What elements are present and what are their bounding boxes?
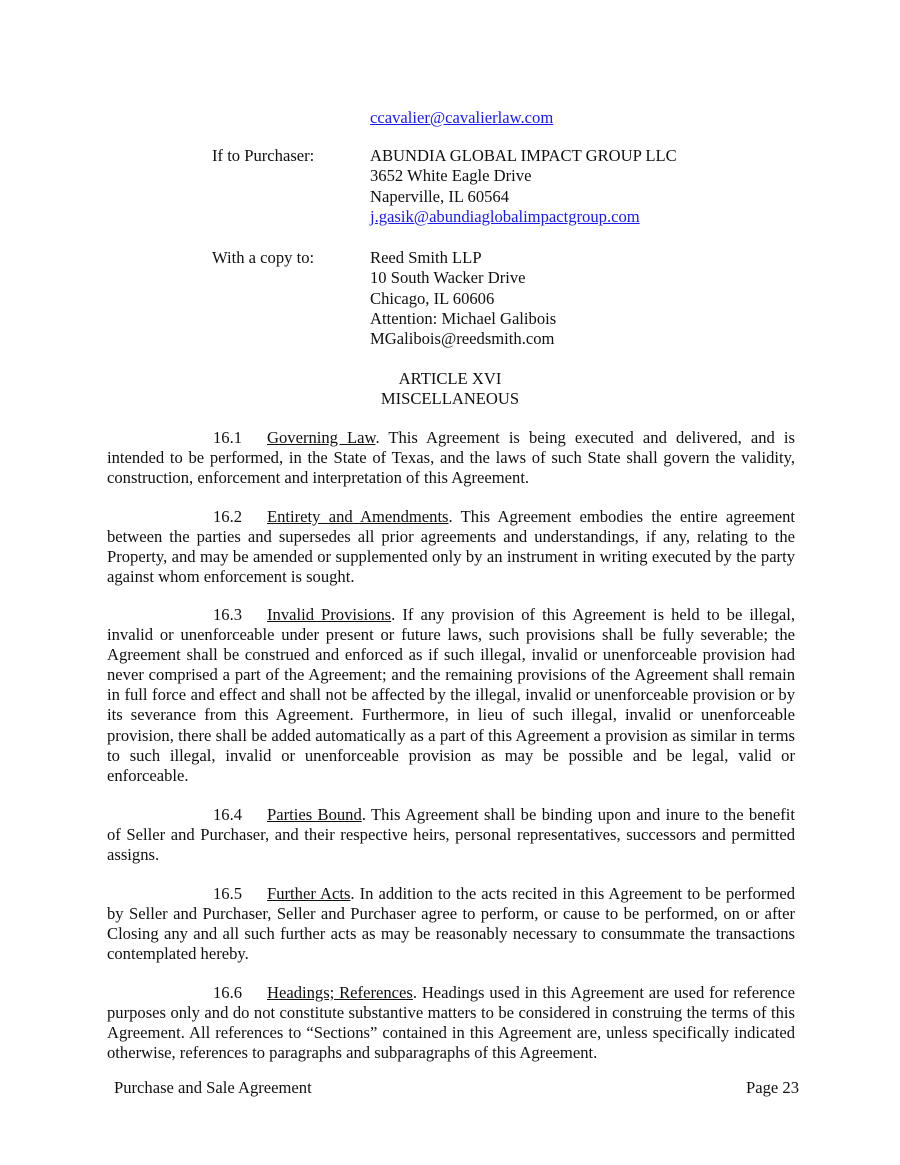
seller-copy-email[interactable] [370, 108, 553, 128]
section-heading: Governing Law [267, 428, 376, 447]
article-heading [0, 369, 900, 410]
section-text: . In addition to the acts recited in this Agreement to be performed by Seller and Purchaser, Seller and Purchaser agree to perform, or cause to be performed, on or after Closing any and all such further acts as may be reasonably necessary to consummate the transactions contemplated hereby. [107, 884, 796, 964]
copy-to-line: Chicago, IL 60606 [370, 288, 495, 308]
section-text: . Headings used in this Agreement are used for reference purposes only and do not constitute substantive matters to be considered in construing the terms of this Agreement. All references to “Sections” contained in this Agreement are, unless specifically indicated otherwise, references to paragraphs and subparagraphs of this Agreement. [107, 983, 795, 1063]
purchaser-address [370, 146, 677, 227]
section-text: . This Agreement is being executed and delivered, and is intended to be performed, in the State of Texas, and the laws of such State shall govern the validity, construction, enforcement and interpretation of this Agreement. [107, 428, 795, 488]
copy-to-line: MGalibois@reedsmith.com [370, 329, 555, 349]
section-number: 16.4 [213, 805, 243, 824]
copy-to-line: Attention: Michael Galibois [370, 308, 557, 328]
purchaser-line: 3652 White Eagle Drive [370, 166, 532, 186]
section-heading: Entirety and Amendments [267, 507, 449, 526]
section-16-3 [107, 605, 795, 786]
section-heading: Parties Bound [267, 805, 362, 824]
copy-to-address [370, 248, 556, 349]
purchaser-label: If to Purchaser: [212, 146, 315, 165]
section-text: . This Agreement shall be binding upon and inure to the benefit of Seller and Purchaser, and their respective heirs, personal representatives, successors and permitted assigns. [107, 805, 795, 865]
footer-title: Purchase and Sale Agreement [114, 1078, 312, 1097]
section-16-1 [107, 428, 795, 488]
section-16-2 [107, 507, 795, 587]
copy-to-line: 10 South Wacker Drive [370, 268, 526, 288]
copy-to-label: With a copy to: [212, 248, 315, 267]
section-heading: Further Acts [267, 884, 351, 903]
section-16-4 [107, 805, 795, 865]
section-16-6 [107, 983, 795, 1063]
section-heading: Headings; References [267, 983, 413, 1002]
section-text: . If any provision of this Agreement is held to be illegal, invalid or unenforceable under present or future laws, such provisions shall be fully severable; the Agreement shall be construed and enforced as if such illegal, invalid or unenforceable provision had never comprised a part of the Agreement; and the remaining provisions of the Agreement shall remain in full force and effect and shall not be affected by the illegal, invalid or unenforceable provision or by its severance from this Agreement. Furthermore, in lieu of such illegal, invalid or unenforceable provision, there shall be added automatically as a part of this Agreement a provision as similar in terms to such illegal, invalid or unenforceable provision as may be possible and be legal, valid or enforceable. [107, 605, 795, 785]
section-number: 16.2 [213, 507, 243, 526]
article-number: ARTICLE XVI [398, 369, 502, 388]
article-title: MISCELLANEOUS [380, 389, 520, 409]
section-number: 16.1 [213, 428, 243, 447]
section-number: 16.3 [213, 605, 243, 624]
purchaser-line: Naperville, IL 60564 [370, 186, 510, 206]
section-16-5 [107, 884, 795, 964]
purchaser-email-link[interactable]: j.gasik@abundiaglobalimpactgroup.com [370, 206, 640, 226]
section-text: . This Agreement embodies the entire agreement between the parties and supersedes all prior agreements and understandings, if any, relating to the Property, and may be amended or supplemented only by an instrument in writing executed by the party against whom enforcement is sought. [107, 507, 795, 587]
copy-to-line: Reed Smith LLP [370, 248, 482, 267]
purchaser-line: ABUNDIA GLOBAL IMPACT GROUP LLC [370, 146, 677, 165]
seller-copy-email-link[interactable]: ccavalier@cavalierlaw.com [370, 108, 554, 127]
section-number: 16.5 [213, 884, 243, 903]
footer-page-number: Page 23 [746, 1078, 799, 1097]
section-heading: Invalid Provisions [267, 605, 392, 624]
section-number: 16.6 [213, 983, 243, 1002]
